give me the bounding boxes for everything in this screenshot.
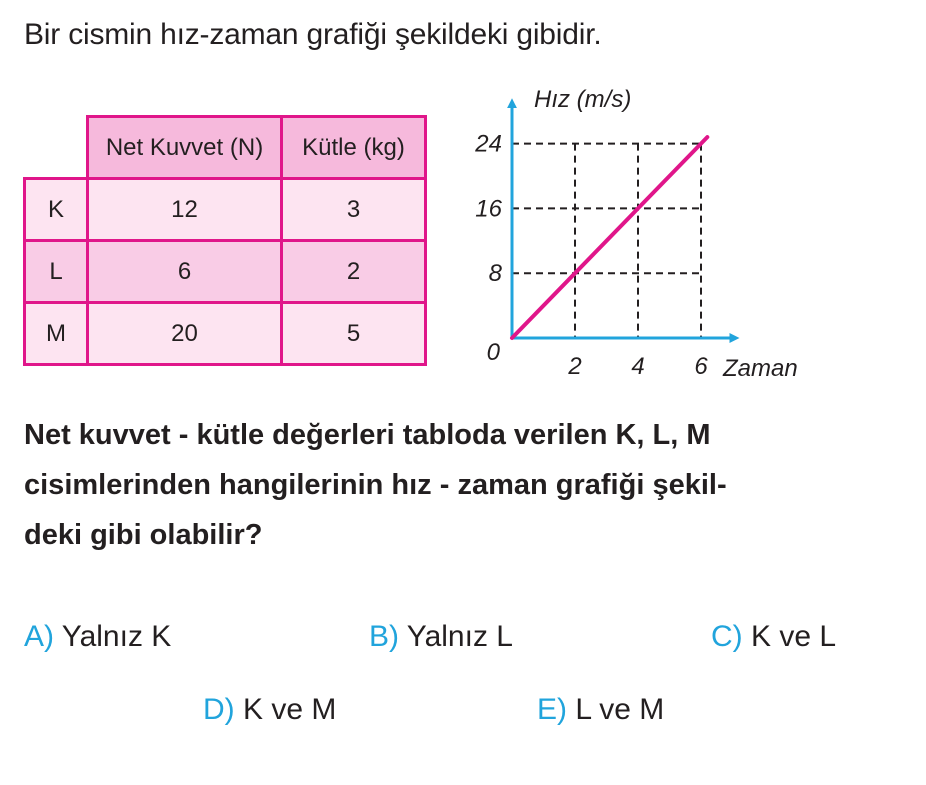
question-line: deki gibi olabilir? <box>24 519 263 551</box>
question-text <box>24 410 894 560</box>
option-text: K ve M <box>243 693 337 726</box>
option-a[interactable] <box>24 620 171 654</box>
option-letter: C) <box>711 620 743 653</box>
question-line: cisimlerinden hangilerinin hız - zaman grafiği şekil- <box>24 469 727 501</box>
force-cell: 12 <box>88 179 282 241</box>
x-tick-label: 6 <box>694 353 708 380</box>
option-c[interactable] <box>711 620 836 654</box>
mass-cell: 3 <box>282 179 426 241</box>
option-b[interactable] <box>369 620 513 654</box>
table-corner <box>25 117 88 179</box>
option-d[interactable] <box>203 693 336 727</box>
row-label: M <box>25 303 88 365</box>
intro-text: Bir cismin hız-zaman grafiği şekildeki gibidir. <box>24 18 602 51</box>
series-layer <box>512 137 707 338</box>
force-mass-table <box>23 115 427 366</box>
x-tick-label: 4 <box>631 353 645 380</box>
option-letter: D) <box>203 693 235 726</box>
option-text: L ve M <box>575 693 665 726</box>
option-letter: E) <box>537 693 567 726</box>
force-cell: 6 <box>88 241 282 303</box>
mass-cell: 2 <box>282 241 426 303</box>
force-cell: 20 <box>88 303 282 365</box>
y-tick-label: 24 <box>475 130 502 158</box>
velocity-time-graph <box>455 70 815 390</box>
option-text: Yalnız L <box>406 620 513 653</box>
table-header-row <box>25 117 426 179</box>
y-axis-label: Hız (m/s) <box>534 86 632 114</box>
series-line <box>512 137 707 338</box>
option-text: K ve L <box>751 620 837 653</box>
option-letter: B) <box>369 620 399 653</box>
option-text: Yalnız K <box>61 620 172 653</box>
question-line: Net kuvvet - kütle değerleri tabloda verilen K, L, M <box>24 419 711 451</box>
table-row <box>25 241 426 303</box>
row-label: L <box>25 241 88 303</box>
origin-label: 0 <box>486 339 500 366</box>
option-e[interactable] <box>537 693 664 727</box>
table-row <box>25 179 426 241</box>
table-row <box>25 303 426 365</box>
column-header-force: Net Kuvvet (N) <box>88 117 282 179</box>
row-label: K <box>25 179 88 241</box>
option-letter: A) <box>24 620 54 653</box>
y-tick-label: 8 <box>488 260 502 288</box>
y-tick-label: 16 <box>475 195 502 223</box>
x-axis-label: Zaman <box>723 355 798 382</box>
column-header-mass: Kütle (kg) <box>282 117 426 179</box>
mass-cell: 5 <box>282 303 426 365</box>
x-tick-label: 2 <box>568 353 582 380</box>
